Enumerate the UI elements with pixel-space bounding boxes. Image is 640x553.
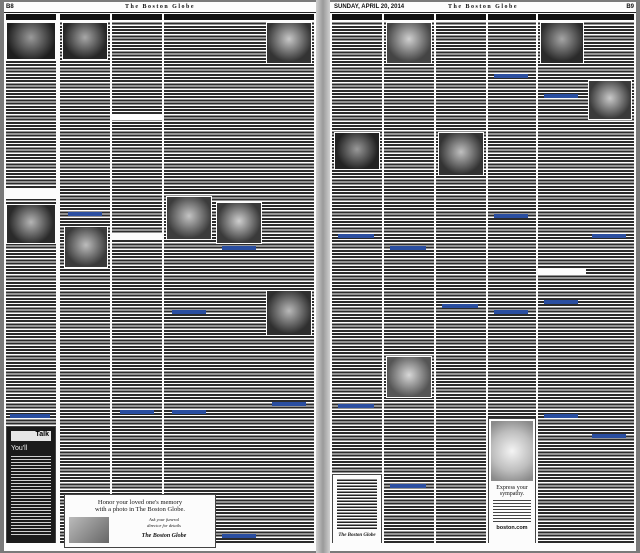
guestbook-link[interactable] xyxy=(10,414,50,418)
talk-promo xyxy=(6,426,56,543)
obituary-photo xyxy=(64,226,108,268)
obituary-photo xyxy=(266,22,312,64)
masthead-title: The Boston Globe xyxy=(124,4,195,10)
column xyxy=(384,14,434,543)
rose-image xyxy=(491,421,533,481)
talk-logo: Talk xyxy=(11,431,51,441)
obituary-text-block xyxy=(60,22,110,543)
guestbook-link[interactable] xyxy=(544,414,578,418)
obituary-text-block xyxy=(332,22,382,543)
guestbook-link[interactable] xyxy=(494,214,528,218)
photo-memory-ad xyxy=(64,494,216,548)
guestbook-link[interactable] xyxy=(390,246,426,250)
column-header xyxy=(6,14,56,20)
guestbook-link[interactable] xyxy=(338,234,374,238)
guestbook-link[interactable] xyxy=(338,404,374,408)
guestbook-link[interactable] xyxy=(494,74,528,78)
guestbook-link[interactable] xyxy=(120,410,154,414)
column-header xyxy=(264,14,314,20)
sympathy-ad xyxy=(488,418,536,543)
obituary-photo xyxy=(386,22,432,64)
globe-small-ad xyxy=(332,474,382,543)
column xyxy=(214,14,264,543)
obituary-text-block xyxy=(436,22,486,543)
obituary-photo xyxy=(540,22,584,64)
masthead-date: SUNDAY, APRIL 20, 2014 xyxy=(334,4,405,10)
column xyxy=(586,14,634,543)
right-masthead xyxy=(330,2,636,13)
guestbook-link[interactable] xyxy=(68,212,102,216)
column-header xyxy=(214,14,264,20)
ad-text-block xyxy=(493,500,531,522)
column xyxy=(164,14,214,543)
obituary-text-block xyxy=(112,22,162,543)
obituary-photo xyxy=(166,196,212,240)
guestbook-link[interactable] xyxy=(442,304,478,308)
obituary-photo xyxy=(6,22,56,60)
guestbook-link[interactable] xyxy=(592,234,626,238)
obituary-text-block xyxy=(538,22,586,543)
guestbook-link[interactable] xyxy=(172,310,206,314)
column xyxy=(332,14,382,543)
obituary-photo xyxy=(438,132,484,176)
obituary-text-block xyxy=(384,22,434,543)
guestbook-link[interactable] xyxy=(544,94,578,98)
masthead-title: The Boston Globe xyxy=(447,4,518,10)
obituary-photo xyxy=(266,290,312,336)
obituary-text-block xyxy=(214,22,264,543)
obituary-text-block xyxy=(164,22,214,543)
promo-heading: You'll xyxy=(11,445,28,452)
column xyxy=(488,14,536,543)
obituary-photo xyxy=(588,80,632,120)
obituary-text-block xyxy=(264,22,314,543)
column xyxy=(538,14,586,543)
column-header xyxy=(164,14,214,20)
column xyxy=(60,14,110,543)
column-header xyxy=(538,14,586,20)
column-header xyxy=(332,14,382,20)
guestbook-link[interactable] xyxy=(222,246,256,250)
ad-contact2: director for details xyxy=(147,523,181,528)
page-number: B9 xyxy=(626,4,634,10)
page-number: B8 xyxy=(6,4,14,10)
left-masthead xyxy=(4,2,316,13)
obituary-photo xyxy=(386,356,432,398)
guestbook-link[interactable] xyxy=(390,484,426,488)
obituary-photo xyxy=(216,202,262,244)
guestbook-link[interactable] xyxy=(172,410,206,414)
column xyxy=(6,14,56,543)
column-header xyxy=(112,14,162,20)
left-page xyxy=(4,2,316,551)
column-header xyxy=(436,14,486,20)
guestbook-link[interactable] xyxy=(592,434,626,438)
ad-line2: sympathy. xyxy=(499,491,525,497)
column xyxy=(112,14,162,543)
right-page xyxy=(330,2,636,551)
guestbook-link[interactable] xyxy=(222,534,256,538)
obituary-photo xyxy=(6,204,56,244)
globe-logo: The Boston Globe xyxy=(141,533,187,539)
ad-text-block xyxy=(337,479,377,529)
guestbook-link[interactable] xyxy=(544,300,578,304)
guestbook-link[interactable] xyxy=(272,402,306,406)
ad-line1: Express your xyxy=(496,485,528,491)
column-header xyxy=(384,14,434,20)
ad-contact1: Ask your funeral xyxy=(149,517,179,522)
framed-photo-icon xyxy=(69,517,109,543)
promo-text xyxy=(11,455,51,535)
obituary-photo xyxy=(334,132,380,170)
globe-logo: The Boston Globe xyxy=(338,533,376,538)
obituary-photo xyxy=(62,22,108,60)
column xyxy=(436,14,486,543)
column-header xyxy=(60,14,110,20)
ad-line2: with a photo in The Boston Globe. xyxy=(95,506,185,513)
guestbook-link[interactable] xyxy=(494,310,528,314)
column xyxy=(264,14,314,543)
ad-site: boston.com xyxy=(496,525,528,531)
column-header xyxy=(586,14,634,20)
column-header xyxy=(488,14,536,20)
ad-line1: Honor your loved one's memory xyxy=(97,499,183,506)
page-gutter xyxy=(316,0,330,553)
